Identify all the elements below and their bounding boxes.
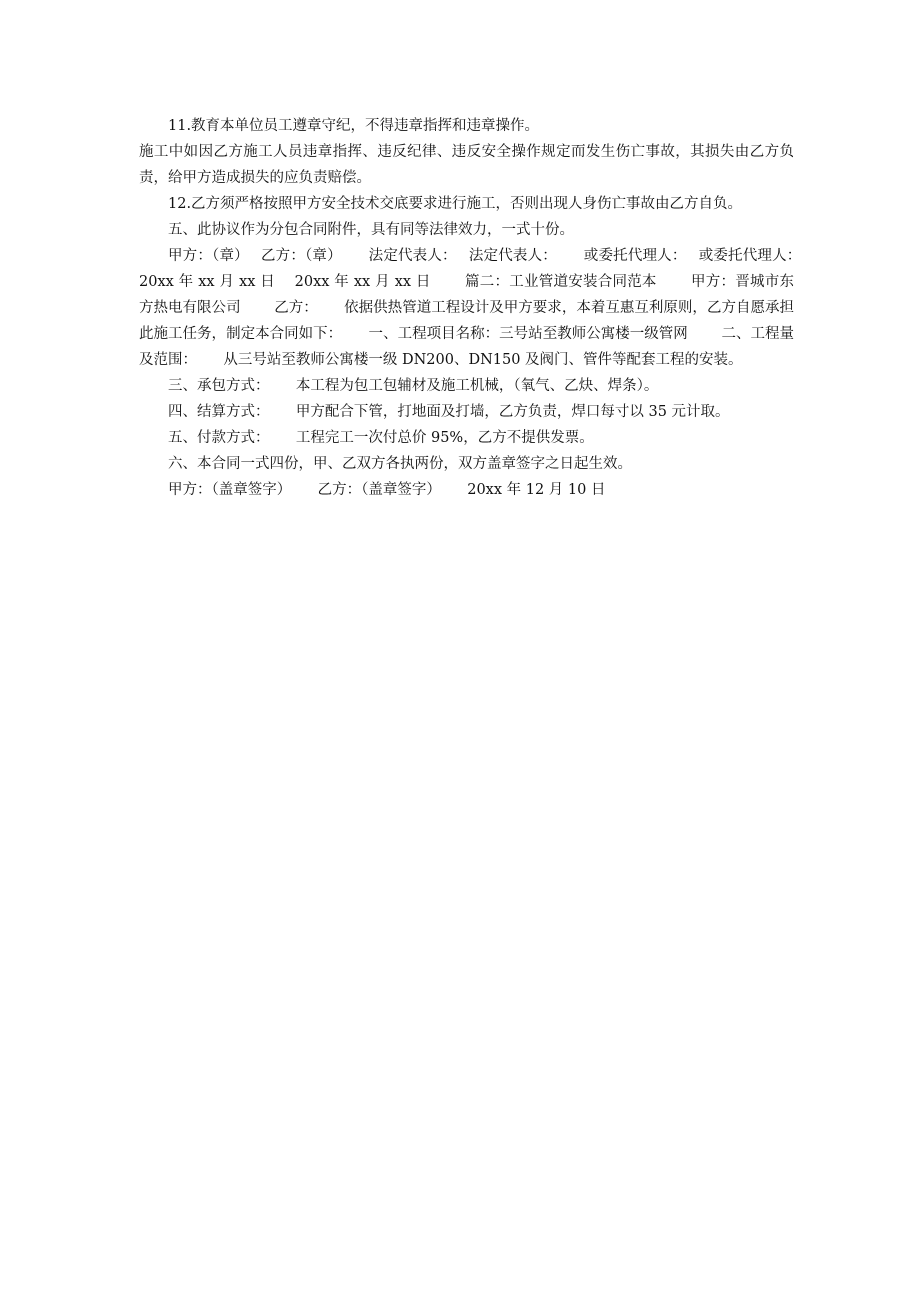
paragraph-accident-liability: 施工中如因乙方施工人员违章指挥、违反纪律、违反安全操作规定而发生伤亡事故，其损失由乙方负责，给甲方造成损失的应负责赔偿。 [139, 144, 794, 186]
paragraph-item-12: 12.乙方须严格按照甲方安全技术交底要求进行施工，否则出现人身伤亡事故由乙方自负。 [168, 196, 743, 212]
paragraph-copies-effective: 六、本合同一式四份，甲、乙双方各执两份，双方盖章签字之日起生效。 [168, 456, 632, 472]
paragraph-final-signatures: 甲方：（盖章签字） 乙方：（盖章签字） 20xx 年 12 月 10 日 [168, 482, 606, 498]
paragraph-payment-method: 五、付款方式： 工程完工一次付总价 95%，乙方不提供发票。 [168, 430, 594, 446]
paragraph-signatures-and-contract-two: 甲方：（章） 乙方：（章） 法定代表人： 法定代表人： 或委托代理人： 或委托代理人： 20xx 年 xx 月 xx 日 20xx 年 xx 月 xx 日 篇二：工业管道安装合同范本 甲方：晋城市东方热电有限公司 乙方： 依据供热管道工程设计及甲方要求，本着互惠互利原则，乙方自愿承担此施工任务，制定本合同如下： 一、工程项目名称：三号站至教师公寓楼一级管网 二、工程量及范围： 从三号站至教师公寓楼一级 DN200、DN150 及阀门、管件等配套工程的安装。 [139, 248, 828, 368]
paragraph-contract-method: 三、承包方式： 本工程为包工包辅材及施工机械，（氧气、乙炔、焊条）。 [168, 378, 659, 394]
paragraph-settlement-method: 四、结算方式： 甲方配合下管，打地面及打墙，乙方负责，焊口每寸以 35 元计取。 [168, 404, 730, 420]
paragraph-item-11: 11.教育本单位员工遵章守纪，不得违章指挥和违章操作。 [168, 118, 540, 134]
paragraph-section-five-validity: 五、此协议作为分包合同附件，具有同等法律效力，一式十份。 [168, 222, 574, 238]
document-body [139, 113, 828, 503]
